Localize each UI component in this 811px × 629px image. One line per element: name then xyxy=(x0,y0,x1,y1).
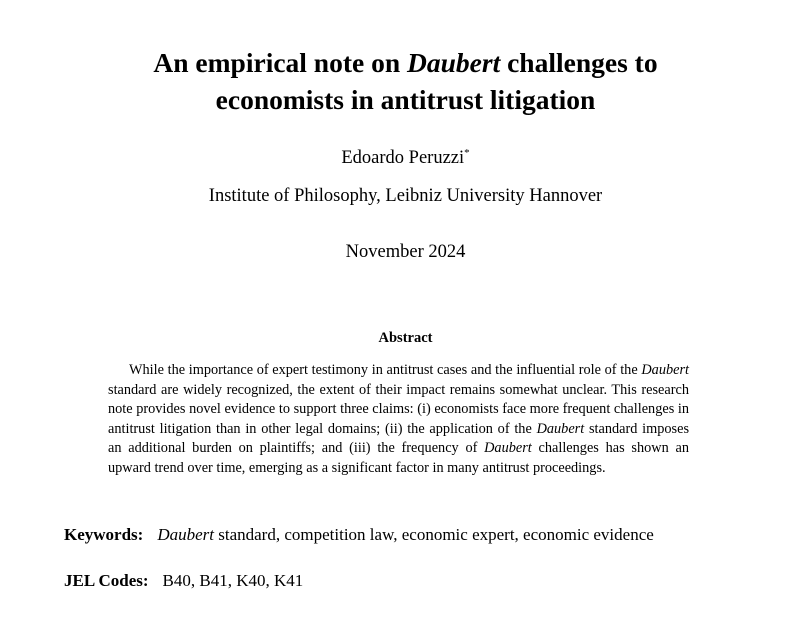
abstract-daubert-3: Daubert xyxy=(484,440,532,457)
paper-title xyxy=(0,44,811,118)
keywords-line xyxy=(64,524,654,546)
keywords-list: standard, competition law, economic expert, economic evidence xyxy=(214,525,654,544)
abstract-heading: Abstract xyxy=(378,330,433,346)
affiliation: Institute of Philosophy, Leibniz University Hannover xyxy=(208,186,603,206)
abstract-seg3: standard are widely recognized, the extent of their impact remains somewhat unclear. This research note provides novel evidence to support three claims: (i) economists face more frequent challenges in antitrust litigation than in other legal domains; (ii) the application of the xyxy=(108,381,689,437)
jel-label: JEL Codes: xyxy=(64,571,149,590)
keywords-daubert: Daubert xyxy=(157,525,214,544)
keywords-label: Keywords: xyxy=(64,525,144,544)
abstract-daubert-1: Daubert xyxy=(641,362,689,378)
publication-date: November 2024 xyxy=(345,242,466,262)
abstract-seg1: While the importance of expert testimony in antitrust cases and the influential role of the xyxy=(129,362,642,378)
abstract-daubert-2: Daubert xyxy=(536,420,585,437)
title-line1-post: challenges to xyxy=(500,47,658,78)
author-line xyxy=(0,142,811,169)
title-line1-pre: An empirical note on xyxy=(153,47,408,78)
jel-codes-line xyxy=(64,570,303,592)
author-name: Edoardo Peruzzi xyxy=(341,148,465,168)
abstract-body xyxy=(108,361,689,479)
title-italic-daubert: Daubert xyxy=(407,47,501,78)
abstract-seg5: standard imposes an additional burden on plaintiffs; and (iii) the frequency of xyxy=(108,420,690,457)
title-line2: economists in antitrust litigation xyxy=(215,84,596,115)
abstract-seg7: challenges has shown an upward trend over time, emerging as a significant factor in many antitrust proceedings. xyxy=(108,440,689,476)
author-footnote-mark: * xyxy=(464,147,470,159)
jel-codes: B40, B41, K40, K41 xyxy=(162,571,304,590)
